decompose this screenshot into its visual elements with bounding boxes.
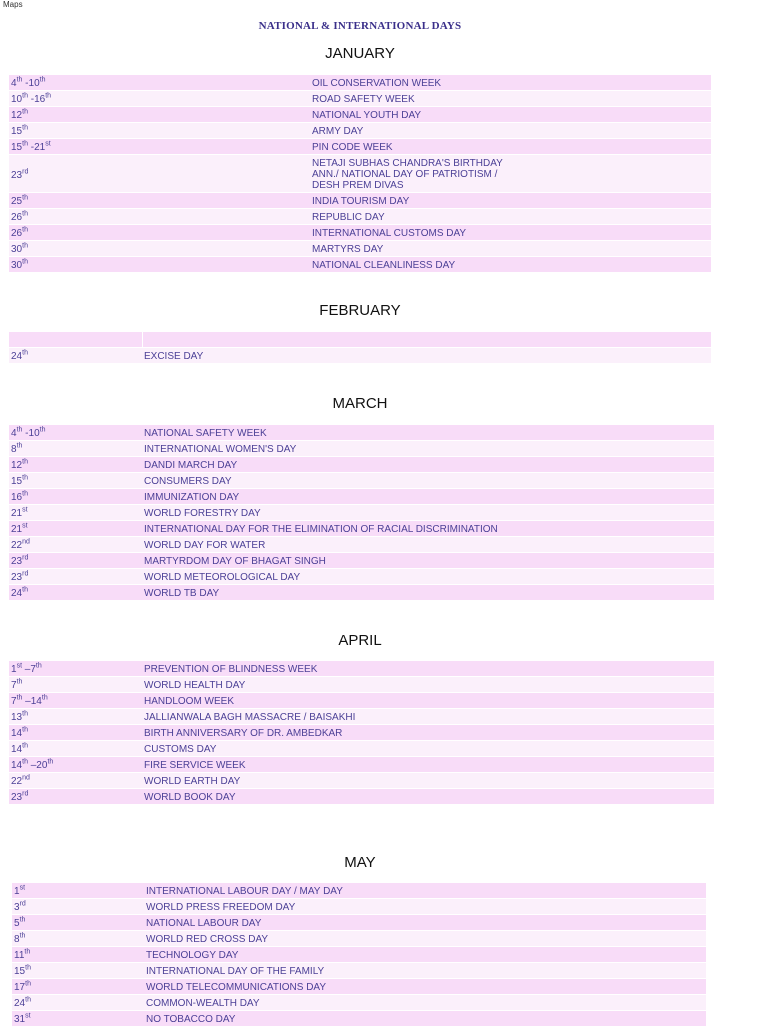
date-suffix: th — [25, 964, 31, 972]
event-cell — [310, 193, 711, 208]
table-row — [9, 489, 714, 504]
event-name: ANN./ NATIONAL DAY OF PATRIOTISM / — [312, 169, 498, 180]
event-name: EXCISE DAY — [144, 351, 204, 362]
date-suffix: st — [16, 662, 23, 670]
date-number: 7 — [11, 680, 17, 691]
event-cell — [142, 725, 714, 740]
month-table-january — [9, 75, 711, 273]
event-cell — [144, 931, 706, 946]
date-suffix: th — [25, 980, 31, 988]
date-number: 30 — [11, 260, 23, 271]
date-number: -10 — [22, 428, 40, 439]
date-cell — [9, 425, 142, 440]
date-cell — [9, 193, 310, 208]
date-number: 13 — [11, 712, 23, 723]
date-suffix: th — [22, 124, 28, 132]
table-row — [9, 123, 711, 138]
event-name: OIL CONSERVATION WEEK — [312, 78, 442, 89]
date-number: 5 — [14, 918, 20, 929]
table-row — [9, 773, 714, 788]
document-title: NATIONAL & INTERNATIONAL DAYS — [258, 20, 462, 32]
date-number: 14 — [11, 760, 23, 771]
event-name: NATIONAL CLEANLINESS DAY — [312, 260, 456, 271]
event-cell — [142, 741, 714, 756]
date-number: 15 — [11, 476, 23, 487]
date-cell — [12, 979, 144, 994]
date-cell — [9, 107, 310, 122]
table-row — [12, 883, 706, 898]
date-number: 22 — [11, 540, 23, 551]
event-name: ARMY DAY — [312, 126, 364, 137]
date-cell — [12, 963, 144, 978]
date-suffix: st — [25, 1012, 31, 1020]
event-name: WORLD TELECOMMUNICATIONS DAY — [146, 982, 327, 993]
date-cell — [9, 123, 310, 138]
date-cell — [9, 693, 142, 708]
table-row — [9, 241, 711, 256]
date-suffix: th — [22, 108, 28, 116]
date-suffix: th — [16, 442, 23, 450]
date-cell — [9, 789, 142, 804]
event-name: INTERNATIONAL CUSTOMS DAY — [312, 228, 467, 239]
date-suffix: th — [16, 678, 23, 686]
browser-tab-label[interactable]: Maps — [3, 0, 23, 9]
table-row — [9, 505, 714, 520]
event-cell — [142, 505, 714, 520]
date-number: 12 — [11, 460, 23, 471]
date-suffix: th — [16, 426, 23, 434]
table-row — [9, 155, 711, 192]
event-name: WORLD DAY FOR WATER — [144, 540, 266, 551]
event-cell — [142, 789, 714, 804]
event-cell — [310, 257, 711, 272]
table-row — [9, 441, 714, 456]
event-cell — [142, 585, 714, 600]
date-number: 23 — [11, 572, 23, 583]
date-number: 4 — [11, 78, 17, 89]
event-name: REPUBLIC DAY — [312, 212, 385, 223]
date-cell — [9, 155, 310, 192]
event-name: FIRE SERVICE WEEK — [144, 760, 246, 771]
month-heading-january: JANUARY — [325, 45, 395, 62]
date-suffix: th — [39, 76, 46, 84]
month-table-april — [9, 661, 714, 805]
date-number: 7 — [11, 696, 17, 707]
date-cell — [9, 553, 142, 568]
month-heading-april: APRIL — [338, 632, 382, 649]
date-cell — [9, 537, 142, 552]
date-cell — [9, 741, 142, 756]
date-cell — [9, 209, 310, 224]
table-row — [9, 107, 711, 122]
event-name: NATIONAL LABOUR DAY — [146, 918, 262, 929]
event-name: JALLIANWALA BAGH MASSACRE / BAISAKHI — [144, 712, 356, 723]
event-name: INTERNATIONAL DAY OF THE FAMILY — [146, 966, 325, 977]
table-row — [9, 425, 714, 440]
table-row — [9, 693, 714, 708]
date-suffix: th — [22, 194, 28, 202]
event-name: NATIONAL YOUTH DAY — [312, 110, 422, 121]
date-number: 21 — [11, 508, 23, 519]
date-suffix: th — [24, 948, 31, 956]
table-row — [9, 569, 714, 584]
table-row — [9, 91, 711, 106]
date-number: -16 — [27, 94, 46, 105]
event-cell — [143, 332, 711, 347]
date-suffix: th — [19, 932, 26, 940]
table-row — [9, 75, 711, 90]
event-cell — [142, 425, 714, 440]
event-name: PREVENTION OF BLINDNESS WEEK — [144, 664, 318, 675]
date-cell — [9, 773, 142, 788]
table-row — [9, 457, 714, 472]
date-number: 30 — [11, 244, 23, 255]
event-cell — [142, 569, 714, 584]
date-cell — [9, 457, 142, 472]
event-cell — [144, 915, 706, 930]
event-cell — [142, 537, 714, 552]
date-suffix: th — [22, 742, 28, 750]
month-heading-march: MARCH — [332, 395, 388, 412]
event-name: WORLD RED CROSS DAY — [146, 934, 269, 945]
date-suffix: th — [41, 694, 48, 702]
date-number: 23 — [11, 792, 23, 803]
date-suffix: rd — [22, 554, 29, 562]
date-cell — [9, 139, 310, 154]
event-cell — [310, 139, 711, 154]
event-cell — [144, 899, 706, 914]
date-suffix: th — [22, 92, 28, 100]
date-suffix: th — [25, 996, 31, 1004]
date-suffix: rd — [22, 790, 29, 798]
event-cell — [144, 995, 706, 1010]
event-cell — [310, 241, 711, 256]
event-name: INDIA TOURISM DAY — [312, 196, 410, 207]
date-suffix: st — [45, 140, 51, 148]
date-number: 1 — [14, 886, 20, 897]
table-row — [9, 741, 714, 756]
date-number: 26 — [11, 212, 23, 223]
date-cell — [9, 75, 310, 90]
table-row — [9, 521, 714, 536]
event-name: CUSTOMS DAY — [144, 744, 217, 755]
date-number: –7 — [22, 664, 36, 675]
table-row — [9, 348, 711, 363]
date-cell — [9, 585, 142, 600]
date-number: 4 — [11, 428, 17, 439]
date-suffix: th — [22, 258, 28, 266]
date-number: 14 — [11, 728, 23, 739]
event-name: MARTYRDOM DAY OF BHAGAT SINGH — [144, 556, 326, 567]
table-row — [9, 139, 711, 154]
table-row — [9, 209, 711, 224]
date-cell — [12, 995, 144, 1010]
date-suffix: rd — [19, 900, 26, 908]
date-number: 21 — [11, 524, 23, 535]
date-number: 8 — [11, 444, 17, 455]
date-cell — [9, 348, 142, 363]
event-cell — [144, 883, 706, 898]
event-name: NO TOBACCO DAY — [146, 1014, 236, 1025]
date-cell — [12, 883, 144, 898]
date-number: 23 — [11, 169, 23, 181]
date-cell — [9, 257, 310, 272]
table-row — [9, 585, 714, 600]
date-number: 24 — [14, 998, 26, 1009]
event-name: NATIONAL SAFETY WEEK — [144, 428, 267, 439]
event-name: WORLD PRESS FREEDOM DAY — [146, 902, 296, 913]
date-suffix: th — [22, 726, 28, 734]
event-name: COMMON-WEALTH DAY — [146, 998, 260, 1009]
event-name: WORLD FORESTRY DAY — [144, 508, 261, 519]
date-cell — [9, 521, 142, 536]
date-cell — [9, 569, 142, 584]
event-cell — [142, 677, 714, 692]
date-cell — [9, 709, 142, 724]
date-number: 26 — [11, 228, 23, 239]
date-suffix: th — [22, 458, 28, 466]
month-heading-february: FEBRUARY — [319, 302, 401, 319]
table-row — [9, 789, 714, 804]
date-suffix: th — [22, 349, 28, 357]
month-table-february — [9, 332, 711, 364]
table-row — [9, 332, 711, 347]
date-number: 24 — [11, 588, 23, 599]
date-cell — [9, 473, 142, 488]
date-suffix: th — [39, 426, 46, 434]
date-number: 12 — [11, 110, 23, 121]
table-row — [12, 915, 706, 930]
date-suffix: nd — [22, 774, 30, 782]
date-cell — [12, 915, 144, 930]
date-number: –20 — [27, 760, 48, 771]
date-suffix: nd — [22, 538, 30, 546]
event-name: WORLD METEOROLOGICAL DAY — [144, 572, 301, 583]
event-name: HANDLOOM WEEK — [144, 696, 235, 707]
event-cell — [142, 473, 714, 488]
date-number: 25 — [11, 196, 23, 207]
date-cell — [12, 931, 144, 946]
date-suffix: th — [19, 916, 26, 924]
event-cell — [142, 441, 714, 456]
month-table-may — [12, 883, 706, 1027]
event-cell — [142, 489, 714, 504]
date-number: 15 — [11, 126, 23, 137]
event-cell — [310, 75, 711, 90]
event-cell — [310, 107, 711, 122]
date-suffix: th — [45, 92, 52, 100]
table-row — [12, 963, 706, 978]
date-number: 1 — [11, 664, 17, 675]
date-suffix: th — [35, 662, 42, 670]
event-name: INTERNATIONAL WOMEN'S DAY — [144, 444, 297, 455]
table-row — [9, 709, 714, 724]
date-cell — [9, 91, 310, 106]
date-suffix: th — [22, 226, 28, 234]
date-cell — [9, 441, 142, 456]
date-number: 10 — [11, 94, 23, 105]
date-suffix: th — [22, 474, 28, 482]
event-name: MARTYRS DAY — [312, 244, 384, 255]
event-name: TECHNOLOGY DAY — [146, 950, 239, 961]
date-number: -10 — [22, 78, 40, 89]
month-table-march — [9, 425, 714, 601]
date-suffix: th — [22, 710, 28, 718]
date-suffix: th — [22, 242, 28, 250]
event-cell — [310, 91, 711, 106]
table-row — [9, 473, 714, 488]
date-cell — [9, 489, 142, 504]
date-suffix: th — [22, 586, 28, 594]
date-number: 23 — [11, 556, 23, 567]
event-cell — [142, 457, 714, 472]
table-row — [9, 757, 714, 772]
event-cell — [310, 209, 711, 224]
event-name: INTERNATIONAL DAY FOR THE ELIMINATION OF RACIAL DISCRIMINATION — [144, 524, 498, 535]
date-suffix: st — [19, 884, 26, 892]
event-name: IMMUNIZATION DAY — [144, 492, 240, 503]
date-number: 22 — [11, 776, 23, 787]
event-cell — [142, 521, 714, 536]
event-cell — [144, 947, 706, 962]
table-row — [9, 225, 711, 240]
table-row — [9, 257, 711, 272]
date-number: 16 — [11, 492, 23, 503]
event-name: CONSUMERS DAY — [144, 476, 232, 487]
month-heading-may: MAY — [344, 854, 376, 871]
date-suffix: th — [16, 76, 23, 84]
table-row — [12, 979, 706, 994]
event-cell — [310, 225, 711, 240]
date-suffix: st — [22, 506, 28, 514]
table-row — [12, 931, 706, 946]
event-cell — [142, 773, 714, 788]
event-cell — [142, 709, 714, 724]
event-name: PIN CODE WEEK — [312, 142, 393, 153]
date-number: 14 — [11, 744, 23, 755]
date-number: 8 — [14, 934, 20, 945]
date-cell — [12, 899, 144, 914]
event-cell — [142, 553, 714, 568]
event-name: DESH PREM DIVAS — [312, 180, 404, 191]
event-cell — [310, 155, 711, 192]
date-cell — [9, 677, 142, 692]
event-name: BIRTH ANNIVERSARY OF DR. AMBEDKAR — [144, 728, 343, 739]
table-row — [9, 537, 714, 552]
date-suffix: th — [47, 758, 54, 766]
table-row — [9, 725, 714, 740]
date-number: –14 — [22, 696, 42, 707]
date-suffix: th — [22, 758, 28, 766]
date-suffix: th — [22, 490, 28, 498]
date-cell — [9, 332, 142, 347]
date-number: 24 — [11, 351, 23, 362]
table-row — [9, 553, 714, 568]
table-row — [12, 899, 706, 914]
date-suffix: th — [22, 210, 28, 218]
date-number: 3 — [14, 902, 20, 913]
event-name: WORLD EARTH DAY — [144, 776, 241, 787]
date-suffix: th — [16, 694, 23, 702]
date-cell — [9, 757, 142, 772]
date-number: 17 — [14, 982, 26, 993]
date-cell — [9, 661, 142, 676]
event-name: INTERNATIONAL LABOUR DAY / MAY DAY — [146, 886, 343, 897]
date-number: 31 — [14, 1014, 26, 1025]
table-row — [12, 995, 706, 1010]
event-cell — [144, 963, 706, 978]
table-row — [9, 661, 714, 676]
date-cell — [9, 241, 310, 256]
date-number: 11 — [14, 950, 25, 961]
date-suffix: rd — [22, 570, 29, 578]
date-suffix: rd — [22, 168, 29, 176]
event-name: WORLD BOOK DAY — [144, 792, 236, 803]
event-cell — [142, 757, 714, 772]
date-cell — [9, 725, 142, 740]
event-cell — [142, 693, 714, 708]
date-suffix: th — [22, 140, 28, 148]
table-row — [12, 947, 706, 962]
date-number: 15 — [14, 966, 26, 977]
date-number: 15 — [11, 142, 23, 153]
event-name: NETAJI SUBHAS CHANDRA'S BIRTHDAY — [312, 158, 503, 169]
table-row — [9, 193, 711, 208]
table-row — [9, 677, 714, 692]
event-cell — [142, 661, 714, 676]
event-cell — [144, 979, 706, 994]
date-suffix: st — [22, 522, 28, 530]
event-name: WORLD HEALTH DAY — [144, 680, 246, 691]
date-number: -21 — [27, 142, 46, 153]
event-cell — [310, 123, 711, 138]
event-cell — [142, 348, 711, 363]
event-name: ROAD SAFETY WEEK — [312, 94, 415, 105]
date-cell — [9, 505, 142, 520]
event-name: DANDI MARCH DAY — [144, 460, 238, 471]
event-name: WORLD TB DAY — [144, 588, 220, 599]
date-cell — [9, 225, 310, 240]
date-cell — [12, 947, 144, 962]
